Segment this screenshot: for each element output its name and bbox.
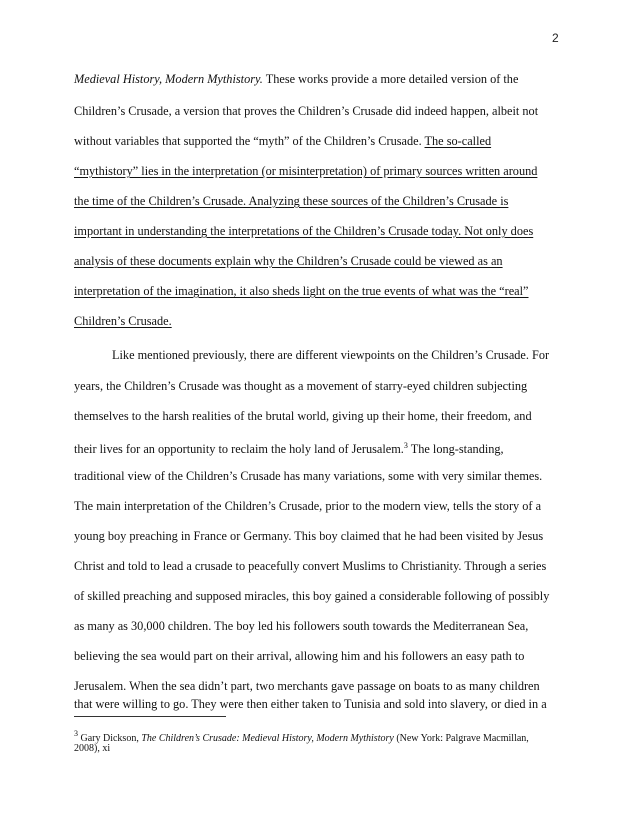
book-title: Medieval History, Modern Mythistory. <box>74 72 263 86</box>
text-line <box>74 438 504 457</box>
footnote-reference[interactable]: 3 <box>403 441 408 450</box>
footnote-marker: 3 <box>74 729 78 738</box>
text-line <box>74 71 518 87</box>
text-line: of skilled preaching and supposed miracles, this boy gained a considerable following of possibly <box>74 589 550 603</box>
text-line: Children’s Crusade, a version that proves the Children’s Crusade did indeed happen, albeit not <box>74 104 539 118</box>
text-line: that were willing to go. They were then either taken to Tunisia and sold into slavery, or died in a <box>74 697 547 711</box>
text-line: believing the sea would part on their arrival, allowing him and his followers an easy path to <box>74 649 525 663</box>
underlined-line: “mythistory” lies in the interpretation (or misinterpretation) of primary sources written around <box>74 164 538 178</box>
text-line: Christ and told to lead a crusade to peacefully convert Muslims to Christianity. Through a series <box>74 559 547 573</box>
footnote-line <box>74 727 529 745</box>
text-line: themselves to the harsh realities of the brutal world, giving up their home, their freedom, and <box>74 409 532 423</box>
text-span: their lives for an opportunity to reclaim the holy land of Jerusalem. <box>74 442 404 456</box>
text-span: The long-standing, <box>407 442 504 456</box>
footnote-title: The Children’s Crusade: Medieval History, Modern Mythistory <box>141 733 394 744</box>
page-number: 2 <box>552 31 559 45</box>
text-line <box>74 133 491 149</box>
text-line: years, the Children’s Crusade was thought as a movement of starry-eyed children subjecting <box>74 379 528 393</box>
footnote-separator <box>74 716 226 717</box>
underlined-line: interpretation of the imagination, it also sheds light on the true events of what was the “real” <box>74 284 529 298</box>
footnote-line: 2008), xi <box>74 743 111 754</box>
text-line: young boy preaching in France or Germany. This boy claimed that he had been visited by Jesus <box>74 529 544 543</box>
text-span: without variables that supported the “myth” of the Children’s Crusade. <box>74 134 425 148</box>
text-line: The main interpretation of the Children’s Crusade, prior to the modern view, tells the story of a <box>74 499 542 513</box>
underlined-line: analysis of these documents explain why the Children’s Crusade could be viewed as an <box>74 254 503 268</box>
underlined-text: The so-called <box>424 134 492 148</box>
footnote-author: Gary Dickson, <box>78 733 142 744</box>
underlined-line: Children’s Crusade. <box>74 314 172 328</box>
text-line: traditional view of the Children’s Crusade has many variations, some with very similar themes. <box>74 469 543 483</box>
underlined-line: important in understanding the interpretations of the Children’s Crusade today. Not only does <box>74 224 534 238</box>
text-line: as many as 30,000 children. The boy led his followers south towards the Mediterranean Sea, <box>74 619 529 633</box>
underlined-line: the time of the Children’s Crusade. Analyzing these sources of the Children’s Crusade is <box>74 194 509 208</box>
footnote-publisher: (New York: Palgrave Macmillan, <box>393 733 529 744</box>
text-span: These works provide a more detailed version of the <box>262 72 519 86</box>
text-line: Jerusalem. When the sea didn’t part, two merchants gave passage on boats to as many children <box>74 679 540 693</box>
text-line: Like mentioned previously, there are different viewpoints on the Children’s Crusade. For <box>112 348 550 362</box>
